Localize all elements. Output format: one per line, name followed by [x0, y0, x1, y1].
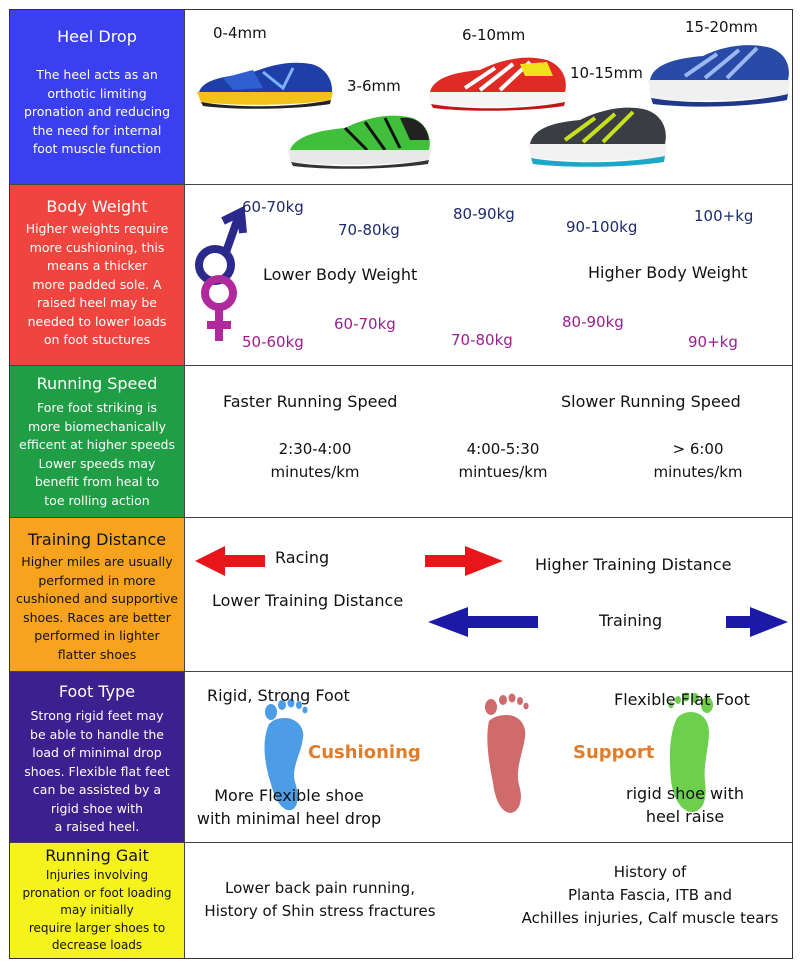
- drop-label-15-20: 15-20mm: [685, 18, 758, 36]
- desc-line: Injuries involving: [45, 868, 149, 882]
- green-shoe-icon: [285, 110, 435, 172]
- higher-distance-label: Higher Training Distance: [535, 555, 732, 574]
- foot-type-desc: [10, 707, 184, 837]
- training-distance-desc: [10, 553, 184, 664]
- desc-line: rigid shoe with: [50, 800, 144, 816]
- foot-type-title: Foot Type: [58, 682, 136, 701]
- body-weight-title: Body Weight: [46, 197, 148, 216]
- desc-line: pronation and reducing: [23, 104, 171, 119]
- male-weight-1: 60-70kg: [242, 198, 304, 216]
- running-speed-desc: [10, 399, 184, 510]
- advice-line: More Flexible shoe: [214, 786, 364, 805]
- cushioning-label: Cushioning: [308, 742, 421, 763]
- running-gait-panel: [10, 843, 185, 958]
- desc-line: Strong rigid feet may: [30, 708, 164, 723]
- desc-line: load of minimal drop: [32, 745, 162, 760]
- cushioned-shoe-icon: [645, 42, 793, 112]
- pace-unit: minutes/km: [270, 463, 360, 481]
- male-weight-4: 90-100kg: [566, 218, 638, 236]
- desc-line: toe rolling action: [44, 492, 150, 508]
- row-training-distance: [10, 518, 792, 672]
- heel-drop-title: Heel Drop: [57, 27, 137, 46]
- drop-label-3-6: 3-6mm: [347, 77, 401, 95]
- desc-line: be able to handle the: [30, 726, 164, 742]
- pace-value: > 6:00: [672, 440, 724, 458]
- heel-drop-desc: [10, 66, 184, 159]
- training-distance-title: Training Distance: [27, 530, 167, 549]
- pace-value: 2:30-4:00: [278, 440, 352, 458]
- desc-line: shoes. Flexible flat feet: [24, 763, 170, 779]
- row-heel-drop: [10, 10, 792, 185]
- drop-label-10-15: 10-15mm: [570, 64, 643, 82]
- lower-distance-label: Lower Training Distance: [212, 591, 404, 610]
- desc-line: Higher weights require: [25, 221, 169, 236]
- training-label: Training: [599, 611, 663, 630]
- pace-slow: [638, 438, 758, 484]
- advice-line: heel raise: [645, 807, 725, 826]
- desc-line: require larger shoes to: [28, 920, 166, 935]
- female-weight-5: 90+kg: [688, 333, 738, 351]
- desc-line: foot muscle function: [32, 141, 162, 156]
- foot-type-panel: [10, 672, 185, 842]
- female-weight-4: 80-90kg: [562, 313, 624, 331]
- row-foot-type: [10, 672, 792, 843]
- red-footprint-icon: [477, 689, 537, 821]
- rigid-foot-label: Rigid, Strong Foot: [207, 686, 350, 705]
- pace-unit: minutes/km: [653, 463, 743, 481]
- desc-line: means a thicker: [46, 258, 148, 273]
- pace-medium: [443, 438, 563, 484]
- desc-line: Higher miles are usually: [21, 554, 173, 569]
- desc-line: a raised heel.: [54, 819, 140, 834]
- running-gait-content: [185, 843, 792, 958]
- injury-line: Planta Fascia, ITB and: [567, 886, 733, 904]
- advice-line: rigid shoe with: [625, 784, 744, 803]
- stability-shoe-icon: [525, 102, 670, 172]
- desc-line: decrease loads: [51, 938, 143, 952]
- pace-fast: [255, 438, 375, 484]
- heel-drop-panel: [10, 10, 185, 184]
- running-speed-panel: [10, 366, 185, 517]
- female-weight-3: 70-80kg: [451, 331, 513, 349]
- row-running-speed: [10, 366, 792, 518]
- desc-line: raised heel may be: [37, 295, 157, 310]
- pace-value: 4:00-5:30: [466, 440, 540, 458]
- male-weight-5: 100+kg: [694, 207, 754, 225]
- injury-line: History of: [613, 863, 687, 881]
- injury-line: Lower back pain running,: [225, 879, 415, 897]
- training-distance-content: [185, 518, 792, 671]
- desc-line: more padded sole. A: [32, 276, 162, 292]
- body-weight-panel: [10, 185, 185, 365]
- desc-line: the need for internal: [32, 122, 162, 138]
- desc-line: on foot stuctures: [43, 332, 151, 347]
- lower-gait-injuries: [195, 877, 445, 923]
- running-speed-content: [185, 366, 792, 517]
- male-weight-2: 70-80kg: [338, 221, 400, 239]
- flexible-shoe-advice: [189, 784, 389, 830]
- injury-line: Achilles injuries, Calf muscle tears: [521, 909, 779, 927]
- injury-line: History of Shin stress fractures: [204, 902, 436, 920]
- desc-line: orthotic limiting: [47, 85, 147, 101]
- support-label: Support: [573, 742, 655, 763]
- foot-type-content: [185, 672, 792, 842]
- male-weight-3: 80-90kg: [453, 205, 515, 223]
- heel-drop-content: [185, 10, 792, 184]
- desc-line: flatter shoes: [57, 646, 137, 662]
- racing-label: Racing: [275, 548, 330, 567]
- gender-symbols-icon: [193, 207, 249, 347]
- running-speed-title: Running Speed: [36, 374, 158, 393]
- body-weight-desc: [10, 220, 184, 350]
- body-weight-content: [185, 185, 792, 365]
- desc-line: performed in lighter: [34, 628, 160, 643]
- training-distance-panel: [10, 518, 185, 671]
- faster-speed-label: Faster Running Speed: [223, 392, 398, 411]
- advice-line: with minimal heel drop: [196, 809, 382, 828]
- running-gait-title: Running Gait: [45, 846, 149, 865]
- desc-line: needed to lower loads: [27, 313, 167, 329]
- desc-line: pronation or foot loading: [22, 885, 172, 900]
- rigid-shoe-advice: [615, 782, 755, 828]
- shoe-selection-chart: [9, 9, 793, 959]
- desc-line: cushioned and supportive: [16, 591, 178, 606]
- female-weight-2: 60-70kg: [334, 315, 396, 333]
- running-gait-desc: [10, 867, 184, 955]
- racing-arrow-icon: [195, 544, 505, 578]
- desc-line: shoes. Races are better: [23, 609, 171, 625]
- drop-label-0-4: 0-4mm: [213, 24, 267, 42]
- desc-line: benefit from heal to: [34, 474, 160, 489]
- row-running-gait: [10, 843, 792, 958]
- higher-weight-label: Higher Body Weight: [588, 263, 748, 282]
- desc-line: efficent at higher speeds: [19, 437, 175, 452]
- lower-weight-label: Lower Body Weight: [263, 265, 418, 284]
- pace-unit: mintues/km: [458, 463, 548, 481]
- desc-line: more biomechanically: [27, 418, 166, 434]
- row-body-weight: [10, 185, 792, 366]
- female-weight-1: 50-60kg: [242, 333, 304, 351]
- desc-line: can be assisted by a: [32, 782, 162, 797]
- desc-line: Lower speeds may: [38, 455, 156, 471]
- desc-line: Fore foot striking is: [36, 400, 158, 415]
- slower-speed-label: Slower Running Speed: [561, 392, 741, 411]
- desc-line: performed in more: [38, 572, 156, 588]
- drop-label-6-10: 6-10mm: [462, 26, 526, 44]
- flexible-foot-label: Flexible Flat Foot: [614, 690, 750, 709]
- desc-line: more cushioning, this: [29, 239, 165, 255]
- desc-line: may initially: [60, 903, 134, 917]
- upper-gait-injuries: [505, 861, 795, 930]
- minimal-shoe-icon: [193, 58, 338, 113]
- desc-line: The heel acts as an: [36, 67, 158, 82]
